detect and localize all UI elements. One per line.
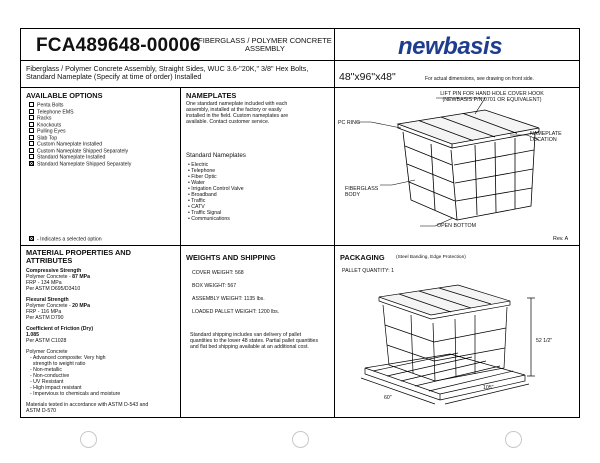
list-item: • Telephone xyxy=(188,168,216,174)
option-item[interactable]: Standard Nameplate Installed xyxy=(29,154,169,161)
binder-hole xyxy=(292,431,309,448)
packaging-title: PACKAGING xyxy=(340,253,385,262)
list-item: • Fiber Optic xyxy=(188,174,217,180)
pc-title: Polymer Concrete xyxy=(26,349,68,355)
divider xyxy=(20,245,580,246)
pallet-drawing xyxy=(335,270,580,418)
body-label: FIBERGLASS BODY xyxy=(345,186,379,198)
list-item: • Electric xyxy=(188,162,209,168)
list-item: • Broadband xyxy=(188,192,217,198)
standard-nameplates-list xyxy=(188,162,244,222)
friction-title: Coefficient of Friction (Dry) xyxy=(26,326,94,332)
tested-note: Materials tested in accordance with ASTM D-543 and ASTM D-570 xyxy=(26,402,149,414)
friction-value: 1.085 xyxy=(26,332,39,338)
box-weight: BOX WEIGHT: 567 xyxy=(192,283,237,289)
list-item: • Traffic Signal xyxy=(188,210,222,216)
checkbox[interactable] xyxy=(29,154,34,159)
option-item[interactable]: Custom Nameplate Installed xyxy=(29,141,169,148)
flexural-pc: Polymer Concrete - 20 MPa xyxy=(26,303,91,309)
shipping-title: WEIGHTS AND SHIPPING xyxy=(186,253,276,262)
shipping-note: Standard shipping includes van delivery of pallet quantities to the lower 48 states. Partial pallet quantities and flat bed shipping available at an additional cost. xyxy=(190,332,319,350)
list-item: • CATV xyxy=(188,204,205,210)
option-item[interactable]: Standard Nameplate Shipped Separately xyxy=(29,161,169,168)
options-title: AVAILABLE OPTIONS xyxy=(26,91,103,100)
nameplate-location-label: NAMEPLATE LOCATION xyxy=(530,131,562,143)
option-item[interactable]: Custom Nameplate Shipped Separately xyxy=(29,148,169,155)
revision: Rev. A xyxy=(553,236,569,242)
assembly-weight: ASSEMBLY WEIGHT: 1135 lbs. xyxy=(192,296,265,302)
list-item: • Water xyxy=(188,180,205,186)
option-item[interactable]: Knockouts xyxy=(29,122,169,129)
divider xyxy=(20,60,580,61)
options-legend: - Indicates a selected option xyxy=(29,236,102,243)
divider xyxy=(180,87,181,418)
list-item: • Traffic xyxy=(188,198,206,204)
dimensions-size: 48"x96"x48" xyxy=(339,71,396,83)
checkbox-checked[interactable] xyxy=(29,161,34,166)
compressive-std: Per ASTM D695/D3410 xyxy=(26,286,81,292)
pc-items: - Advanced composite: Very high strength to weight ratio - Non-metallic - Non-conductive - UV Resistant - High impact resistant - Impervious to chemicals and moisture xyxy=(30,355,121,397)
dim-height: 52 1/2" xyxy=(536,338,553,344)
open-bottom-label: OPEN BOTTOM xyxy=(437,223,477,229)
checkbox[interactable] xyxy=(29,135,34,140)
checkbox[interactable] xyxy=(29,141,34,146)
product-description: Fiberglass / Polymer Concrete Assembly, Straight Sides, WUC 3.6-"20K," 3/8" Hex Bolts, Standard Nameplate (Specify at time of order) Installed xyxy=(26,64,309,82)
binder-hole xyxy=(505,431,522,448)
flexural-std: Per ASTM D790 xyxy=(26,315,64,321)
options-list xyxy=(29,102,169,167)
material-title: MATERIAL PROPERTIES AND ATTRIBUTES xyxy=(26,248,131,265)
checkbox[interactable] xyxy=(29,122,34,127)
option-item[interactable]: Racks xyxy=(29,115,169,122)
nameplates-text: One standard nameplate included with each assembly, installed at the factory or easily installed in the field. Custom nameplates are available. Contact customer service. xyxy=(186,101,289,125)
nameplates-title: NAMEPLATES xyxy=(186,91,237,100)
option-item[interactable]: Telephone EMS xyxy=(29,109,169,116)
product-title: FIBERGLASS / POLYMER CONCRETE ASSEMBLY xyxy=(198,36,332,53)
checkbox[interactable] xyxy=(29,102,34,107)
assembly-drawing xyxy=(335,88,580,245)
checkbox[interactable] xyxy=(29,115,34,120)
pc-ring-label: PC RING xyxy=(338,120,361,126)
dim-length: 105" xyxy=(483,385,494,391)
brand-logo xyxy=(398,33,540,59)
binder-hole xyxy=(80,431,97,448)
lift-pin-label: LIFT PIN FOR HAND HOLE COVER HOOK (NEWBASIS P/N 0701 OR EQUIVALENT) xyxy=(440,91,544,103)
option-item[interactable]: Pulling Eyes xyxy=(29,128,169,135)
cover-weight: COVER WEIGHT: 568 xyxy=(192,270,244,276)
compressive-title: Compressive Strength xyxy=(26,268,82,274)
dimensions-note: For actual dimensions, see drawing on front side. xyxy=(425,76,534,82)
checkbox-checked-icon xyxy=(29,236,34,241)
checkbox[interactable] xyxy=(29,109,34,114)
material-properties xyxy=(26,268,176,414)
dim-width: 60" xyxy=(384,395,392,401)
flexural-title: Flexural Strength xyxy=(26,297,69,303)
brand-name: newbasis xyxy=(398,33,503,60)
compressive-frp: FRP - 134 MPa xyxy=(26,280,62,286)
friction-std: Per ASTM C1028 xyxy=(26,338,67,344)
list-item: • Communications xyxy=(188,216,230,222)
pallet-quantity: PALLET QUANTITY: 1 xyxy=(342,268,394,274)
loaded-pallet-weight: LOADED PALLET WEIGHT: 1200 lbs. xyxy=(192,309,280,315)
checkbox[interactable] xyxy=(29,148,34,153)
list-item: • Irrigation Control Valve xyxy=(188,186,244,192)
compressive-pc: Polymer Concrete - 87 MPa xyxy=(26,274,91,280)
option-item[interactable]: Penta Bolts xyxy=(29,102,169,109)
packaging-subtitle: (Steel Banding, Edge Protection) xyxy=(396,255,466,260)
standard-nameplates-title: Standard Nameplates xyxy=(186,152,246,159)
flexural-frp: FRP - 116 MPa xyxy=(26,309,62,315)
part-number: FCA489648-00006 xyxy=(36,35,201,56)
checkbox[interactable] xyxy=(29,128,34,133)
option-item[interactable]: Slab Top xyxy=(29,135,169,142)
